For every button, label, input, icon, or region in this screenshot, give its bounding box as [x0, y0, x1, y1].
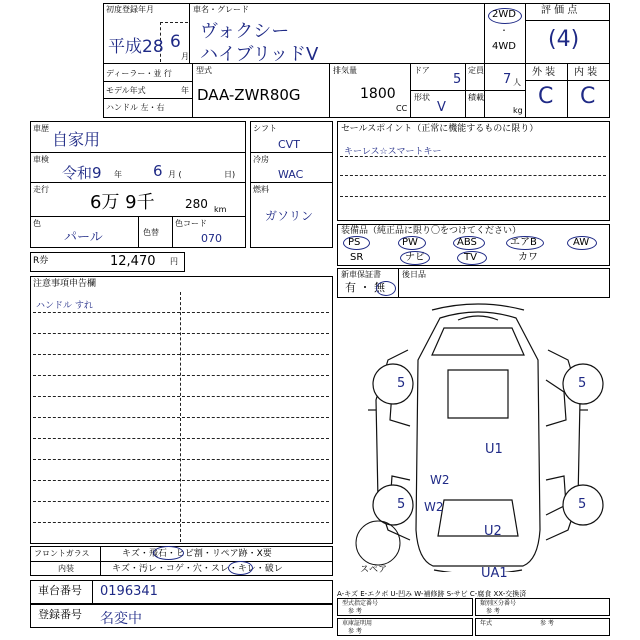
sp-line: [340, 196, 606, 197]
equip-tv-circle: [457, 251, 487, 265]
interior-grade: C: [580, 84, 596, 109]
front-glass-options: キズ・飛石・ヒビ割・リペア跡・X要: [122, 549, 272, 559]
kg-unit: kg: [513, 106, 523, 115]
color-label: 色: [33, 219, 41, 228]
color-change-label: 色替: [143, 228, 159, 237]
divider: [103, 98, 192, 99]
notes-line: [33, 312, 329, 313]
drive-4wd: 4WD: [492, 41, 516, 52]
ac-label: 冷房: [253, 155, 269, 164]
equip-aw-circle: [567, 236, 597, 250]
registration-value: 名変中: [100, 611, 142, 627]
capacity-unit: 人: [513, 78, 521, 87]
year-unit: 年: [181, 86, 189, 95]
year-ref-label: 年式: [480, 620, 493, 627]
equip-tv: TV: [464, 252, 477, 263]
divider: [250, 182, 333, 183]
cc-unit: CC: [396, 104, 408, 113]
ac-value: WAC: [278, 168, 304, 181]
model-value: DAA-ZWR80G: [197, 86, 301, 104]
front-glass-label: フロントガラス: [34, 549, 90, 558]
mark-rear-right-wheel: 5: [578, 497, 587, 512]
equip-sr: SR: [350, 252, 364, 263]
notes-line: [33, 375, 329, 376]
divider: [30, 152, 246, 153]
sp-line: [340, 175, 606, 176]
selling-point-1: キーレス☆スマートキー: [344, 147, 442, 157]
interior-cond-label: 内装: [58, 564, 74, 573]
warranty-value: 有 ・ 無: [345, 281, 385, 294]
year-ref-note: 参 考: [540, 620, 554, 627]
equip-leather: カワ: [518, 252, 538, 263]
notes-line: [33, 480, 329, 481]
divider: [525, 80, 610, 81]
door-label: ドア: [414, 66, 430, 75]
displacement-label: 排気量: [333, 66, 357, 75]
notes-line: [33, 522, 329, 523]
interior-label: 内 装: [574, 67, 598, 78]
backdate-label: 後日品: [402, 270, 426, 279]
mark-rear-left-wheel: 5: [397, 497, 406, 512]
fuel-label: 燃料: [253, 185, 269, 194]
divider: [103, 81, 192, 82]
fuel-value: ガソリン: [265, 209, 314, 223]
drive-dot: ・: [500, 26, 508, 35]
equip-abs-circle: [453, 236, 485, 250]
mark-roof: U1: [485, 442, 503, 457]
equip-abs: ABS: [457, 237, 477, 248]
displacement-value: 1800: [360, 86, 396, 102]
equip-navi: ナビ: [405, 252, 425, 263]
car-name: ヴォクシー: [200, 21, 290, 42]
cert-ref: 参 考: [348, 628, 362, 635]
recycle-box: [30, 252, 185, 272]
name-grade-label: 車名・グレード: [193, 5, 249, 14]
registration-label: 登録番号: [38, 608, 82, 621]
recycle-value: 12,470: [110, 254, 156, 269]
equip-navi-circle: [400, 251, 430, 265]
notes-line: [33, 438, 329, 439]
doors-value: 5: [453, 72, 462, 87]
notes-line-1: ハンドル すれ: [36, 301, 93, 311]
divider: [410, 90, 525, 91]
capacity-label: 定員: [468, 66, 484, 75]
use-value: 自家用: [52, 130, 101, 149]
divider: [100, 546, 101, 576]
mileage-label: 走行: [33, 185, 49, 194]
exterior-label: 外 装: [532, 67, 556, 78]
cert-label: 車庫証明用: [342, 620, 373, 627]
drive-2wd: 2WD: [492, 9, 516, 20]
shift-value: CVT: [278, 138, 300, 151]
divider: [30, 561, 333, 562]
notes-title: 注意事項申告欄: [33, 279, 97, 289]
mark-bumper: UA1: [481, 566, 508, 581]
notes-line: [33, 396, 329, 397]
divider: [189, 3, 190, 63]
shape-label: 形状: [414, 93, 430, 102]
shape-value: V: [437, 100, 446, 115]
warranty-label: 新車保証書: [341, 270, 381, 279]
divider: [138, 216, 139, 248]
equip-pw: PW: [402, 237, 418, 248]
divider: [484, 3, 485, 118]
mark-side-lower: W2: [424, 500, 444, 514]
mark-back: U2: [484, 524, 502, 539]
grade: ハイブリッドV: [200, 44, 319, 65]
sp-line: [340, 156, 606, 157]
interior-cond-options: キズ・汚レ・コゲ・穴・スレ・キレ・破レ: [112, 564, 283, 574]
spare-label: スペア: [360, 565, 388, 575]
inspection-label: 車検: [33, 155, 49, 164]
chassis-value: 0196341: [100, 584, 158, 599]
mileage-big: 6万 9千: [90, 192, 155, 213]
capacity-value: 7: [503, 72, 512, 87]
mileage-small: 280: [185, 197, 208, 211]
mark-side-upper: W2: [430, 473, 450, 487]
reg-year-label: 初度登録年月: [106, 5, 154, 14]
model-ref-label: 型式指定番号: [342, 600, 379, 607]
warranty-none-circle: [376, 281, 396, 296]
model-year-label: モデル年式: [106, 86, 146, 95]
type-ref-note: 参 考: [486, 608, 500, 615]
selling-points-title: セールスポイント（正常に機能するものに限り）: [341, 124, 539, 134]
chip-circle: [153, 546, 184, 560]
notes-line: [33, 501, 329, 502]
equip-airbag: エアB: [510, 237, 537, 248]
divider: [567, 63, 568, 118]
insp-year-unit: 年: [114, 170, 122, 179]
notes-line: [33, 459, 329, 460]
insp-month: 6: [153, 162, 163, 180]
use-label: 車歴: [33, 124, 49, 133]
model-label: 型式: [196, 66, 212, 75]
month-divider: [160, 22, 188, 23]
divider: [192, 63, 193, 118]
mark-front-right-wheel: 5: [578, 376, 587, 391]
worn-circle: [228, 561, 253, 575]
handle-label: ハンドル 左・右: [106, 103, 165, 112]
insp-day-unit: 日): [224, 170, 236, 179]
color-value: パール: [64, 230, 103, 245]
car-diagram: [348, 300, 608, 572]
km-unit: km: [214, 205, 227, 214]
equip-pw-circle: [398, 236, 426, 250]
equip-ps-circle: [343, 236, 370, 250]
model-ref-note: 参 考: [348, 608, 362, 615]
equip-aw: AW: [573, 237, 590, 248]
notes-line: [33, 354, 329, 355]
divider: [250, 152, 333, 153]
equipment-title: 装備品（純正品に限り〇をつけてください）: [341, 226, 522, 236]
divider: [172, 216, 173, 248]
legend: A-キズ E-エクボ U-凹み W-補修跡 S-サビ C-腐食 XX-交換済: [337, 590, 527, 598]
divider: [329, 63, 330, 118]
reg-month: 6: [170, 32, 181, 52]
load-label: 積載: [468, 93, 484, 102]
month-unit: 月: [181, 52, 189, 61]
exterior-grade: C: [538, 84, 554, 109]
selling-points-box: [337, 121, 610, 221]
recycle-label: R券: [33, 256, 49, 266]
color-code-value: 070: [201, 232, 222, 245]
equip-ps: PS: [348, 237, 361, 248]
divider: [398, 268, 399, 298]
insp-era: 令和9: [62, 164, 102, 182]
equip-airbag-circle: [506, 236, 544, 250]
divider: [525, 20, 610, 21]
dealer-label: ディーラー・並 行: [106, 69, 172, 78]
notes-line: [33, 333, 329, 334]
type-ref-label: 類別区分番号: [480, 600, 517, 607]
color-code-label: 色コード: [175, 219, 207, 228]
notes-line: [33, 417, 329, 418]
score-value: (4): [548, 27, 580, 52]
shift-label: シフト: [253, 124, 277, 133]
reg-era: 平成28: [108, 37, 164, 57]
insp-month-unit: 月 (: [168, 170, 182, 179]
yen-unit: 円: [170, 257, 178, 266]
mark-front-left-wheel: 5: [397, 376, 406, 391]
score-label: 評 価 点: [541, 5, 578, 16]
chassis-label: 車台番号: [38, 584, 82, 597]
notes-box: [30, 276, 333, 544]
